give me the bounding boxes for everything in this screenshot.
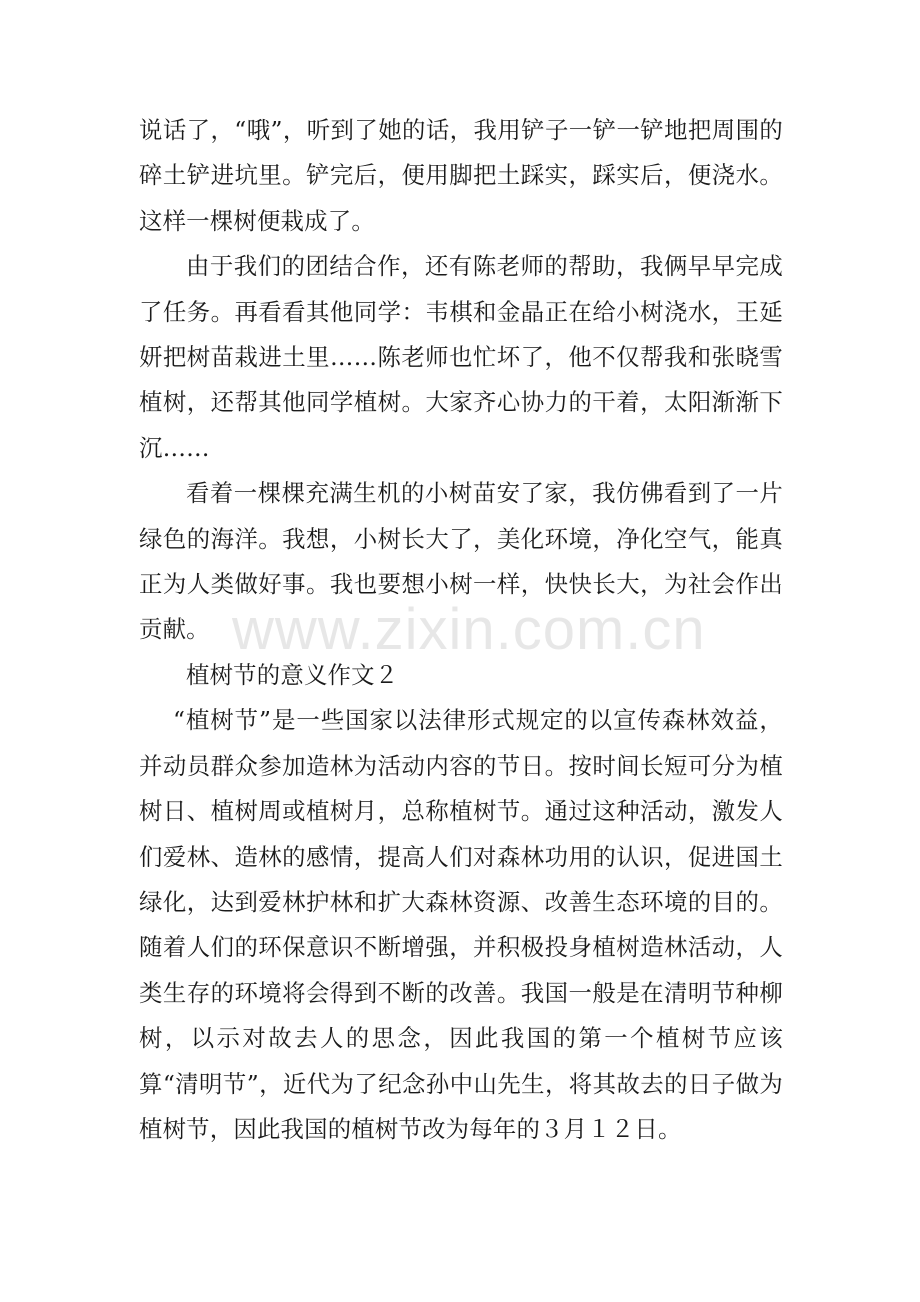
watermark: www.zixin.com.cn bbox=[232, 597, 706, 662]
section-heading: 植树节的意义作文２ bbox=[186, 660, 399, 689]
paragraph-reflection: 看着一棵棵充满生机的小树苗安了家，我仿佛看到了一片绿色的海洋。我想，小树长大了，美化环境，净化空气，能真正为人类做好事。我也要想小树一样，快快长大，为社会作出贡献。 bbox=[139, 479, 783, 644]
document-body bbox=[139, 108, 783, 1152]
paragraph-arbor-day-meaning: “植树节”是一些国家以法律形式规定的以宣传森林效益，并动员群众参加造林为活动内容的节日。按时间长短可分为植树日、植树周或植树月，总称植树节。通过这种活动，激发人们爱林、造林的感情，提高人们对森林功用的认识，促进国土绿化，达到爱林护林和扩大森林资源、改善生态环境的目的。随着人们的环保意识不断增强，并积极投身植树造林活动，人类生存的环境将会得到不断的改善。我国一般是在清明节种柳树，以示对故去人的思念，因此我国的第一个植树节应该算“清明节”，近代为了纪念孙中山先生，将其故去的日子做为植树节，因此我国的植树节改为每年的３月１２日。 bbox=[139, 706, 783, 1143]
paragraph-continuation: 说话了，“哦”，听到了她的话，我用铲子一铲一铲地把周围的碎土铲进坑里。铲完后，便用脚把土踩实，踩实后，便浇水。这样一棵树便栽成了。 bbox=[139, 116, 783, 235]
paragraph-teamwork: 由于我们的团结合作，还有陈老师的帮助，我俩早早完成了任务。再看看其他同学：韦棋和金晶正在给小树浇水，王延妍把树苗栽进土里……陈老师也忙坏了，他不仅帮我和张晓雪植树，还帮其他同学植树。大家齐心协力的干着，太阳渐渐下沉…… bbox=[139, 252, 783, 462]
